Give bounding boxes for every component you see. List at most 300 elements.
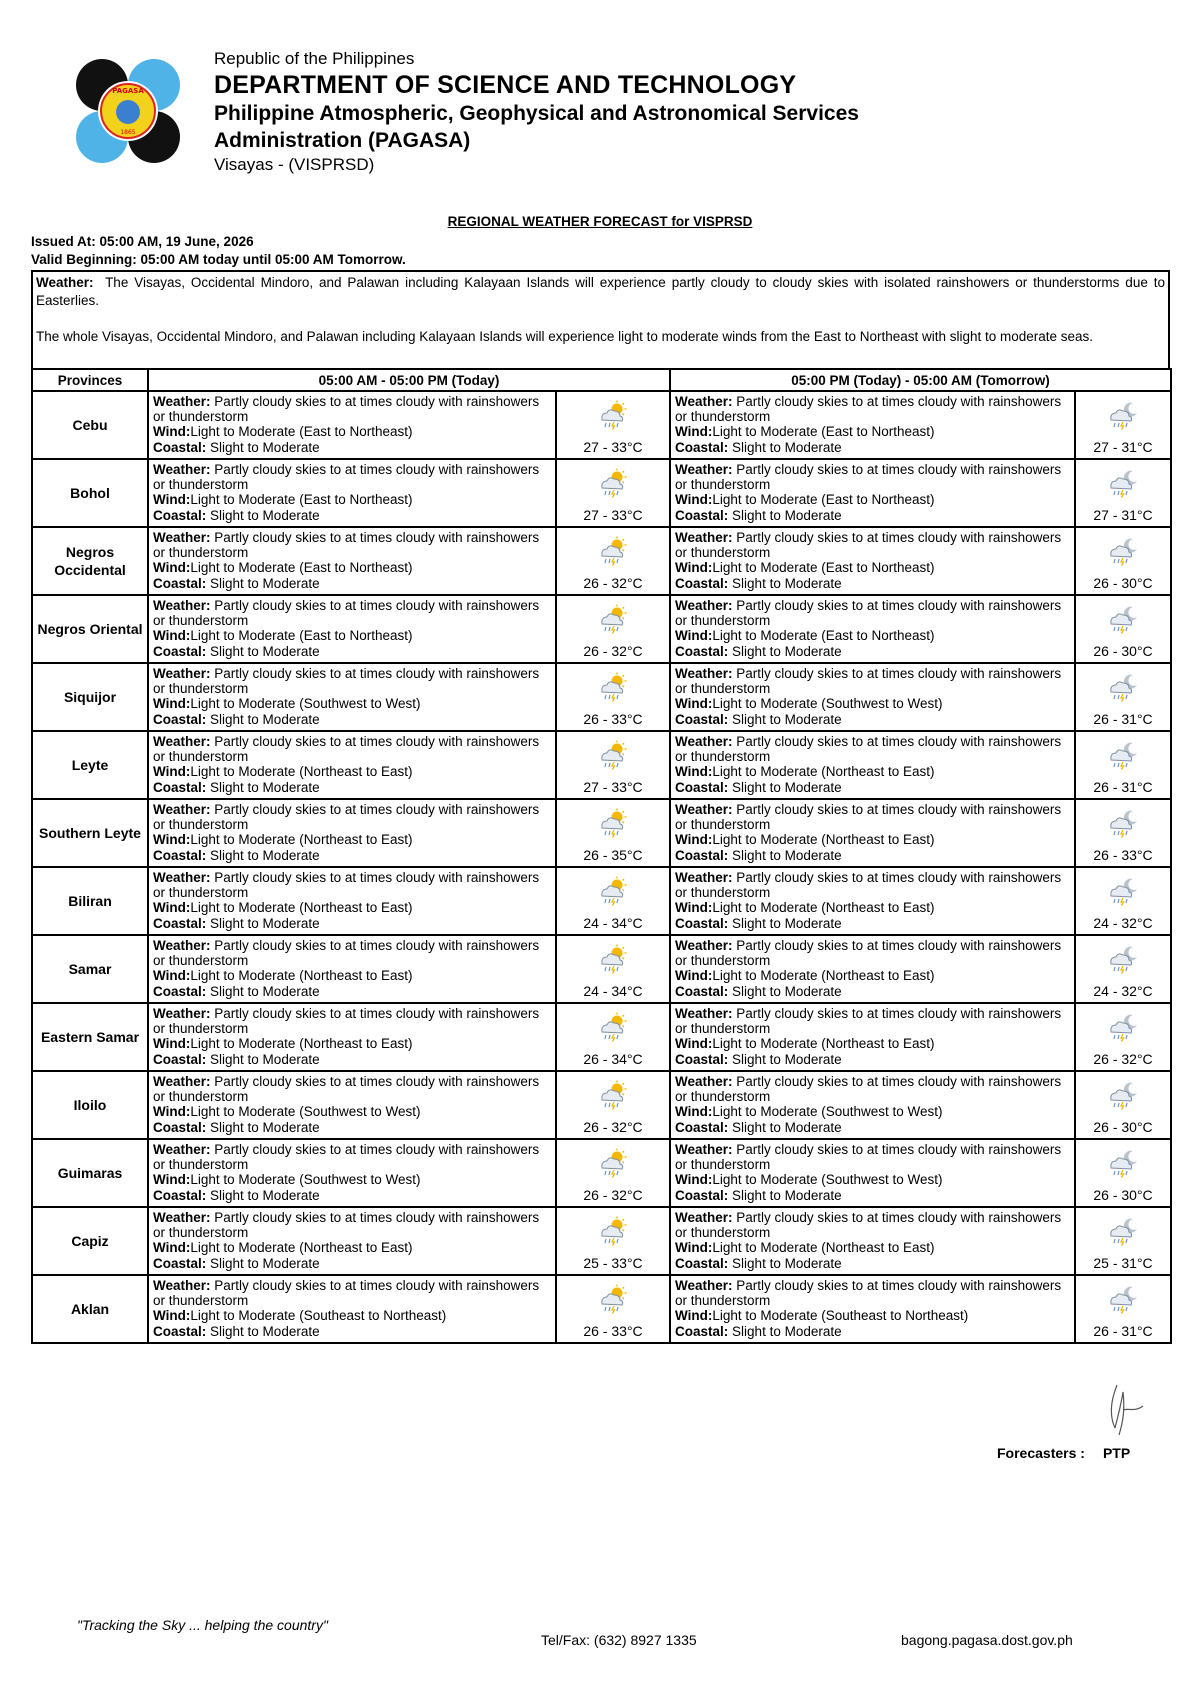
today-coastal [153,576,551,591]
wind-label: Wind: [153,424,191,440]
wind-label: Wind: [675,764,713,780]
wind-label: Wind: [675,696,713,712]
wind-text: Light to Moderate (Southwest to West) [190,1172,421,1188]
tonight-wind [675,1172,1070,1187]
wind-label: Wind: [675,628,713,644]
table-row [32,663,1171,731]
today-coastal [153,1324,551,1339]
today-temp: 26 - 32°C [583,643,643,659]
today-coastal [153,440,551,455]
today-wind [153,832,551,847]
today-coastal [153,712,551,727]
wind-label: Wind: [675,832,713,848]
coastal-text: Slight to Moderate [732,711,842,727]
today-coastal [153,780,551,795]
today-coastal [153,644,551,659]
coastal-text: Slight to Moderate [732,439,842,455]
table-row [32,731,1171,799]
tonight-coastal [675,508,1070,523]
weather-text: Partly cloudy skies to at times cloudy with rainshowers or thunderstorm [675,1210,1062,1241]
weather-text: Partly cloudy skies to at times cloudy with rainshowers or thunderstorm [153,1006,540,1037]
tonight-forecast [670,1275,1075,1343]
coastal-label: Coastal: [675,847,729,863]
summary-weather-label: Weather: [36,275,94,290]
tonight-wind [675,1036,1070,1051]
today-temp: 24 - 34°C [583,983,643,999]
today-temp-cell [556,459,670,527]
footer-website[interactable]: bagong.pagasa.dost.gov.ph [901,1632,1073,1648]
weather-text: Partly cloudy skies to at times cloudy with rainshowers or thunderstorm [675,666,1062,697]
weather-label: Weather: [675,1278,733,1293]
weather-text: Partly cloudy skies to at times cloudy with rainshowers or thunderstorm [675,1142,1062,1173]
coastal-text: Slight to Moderate [210,1323,320,1339]
coastal-label: Coastal: [675,643,729,659]
weather-label: Weather: [153,734,211,749]
weather-label: Weather: [675,802,733,817]
today-temp: 26 - 35°C [583,847,643,863]
weather-label: Weather: [153,1074,211,1089]
wind-label: Wind: [675,900,713,916]
today-temp-cell [556,595,670,663]
weather-text: Partly cloudy skies to at times cloudy with rainshowers or thunderstorm [675,462,1062,493]
tonight-temp-cell [1075,731,1171,799]
today-weather [153,666,551,696]
tonight-weather [675,1210,1070,1240]
wind-label: Wind: [153,764,191,780]
province-name: Samar [32,935,148,1003]
weather-text: Partly cloudy skies to at times cloudy with rainshowers or thunderstorm [675,938,1062,969]
today-weather [153,1210,551,1240]
today-weather [153,462,551,492]
weather-label: Weather: [153,598,211,613]
coastal-text: Slight to Moderate [210,1255,320,1271]
tonight-forecast [670,459,1075,527]
tonight-temp-cell [1075,1139,1171,1207]
coastal-label: Coastal: [675,439,729,455]
weather-text: Partly cloudy skies to at times cloudy with rainshowers or thunderstorm [153,462,540,493]
forecast-summary [31,270,1170,368]
coastal-label: Coastal: [675,915,729,931]
coastal-text: Slight to Moderate [210,847,320,863]
today-weather [153,1074,551,1104]
province-name: Bohol [32,459,148,527]
republic-line: Republic of the Philippines [214,49,415,68]
coastal-label: Coastal: [153,575,207,591]
coastal-text: Slight to Moderate [210,439,320,455]
today-temp: 27 - 33°C [583,439,643,455]
province-name: Negros Occidental [32,527,148,595]
tonight-temp: 27 - 31°C [1093,507,1153,523]
weather-label: Weather: [675,870,733,885]
today-temp: 24 - 34°C [583,915,643,931]
wind-label: Wind: [675,492,713,508]
weather-text: Partly cloudy skies to at times cloudy with rainshowers or thunderstorm [153,938,540,969]
weather-label: Weather: [153,1210,211,1225]
table-row [32,935,1171,1003]
weather-label: Weather: [153,666,211,681]
weather-text: Partly cloudy skies to at times cloudy with rainshowers or thunderstorm [675,1278,1062,1309]
coastal-text: Slight to Moderate [732,983,842,999]
wind-label: Wind: [675,1172,713,1188]
weather-label: Weather: [675,462,733,477]
today-forecast [148,1139,556,1207]
tonight-temp: 26 - 30°C [1093,1119,1153,1135]
issue-info [31,233,406,269]
today-weather [153,938,551,968]
tonight-wind [675,1308,1070,1323]
wind-label: Wind: [153,900,191,916]
tonight-coastal [675,1188,1070,1203]
wind-label: Wind: [675,424,713,440]
today-temp-cell [556,663,670,731]
today-wind [153,1036,551,1051]
tonight-coastal [675,440,1070,455]
wind-label: Wind: [675,560,713,576]
weather-text: Partly cloudy skies to at times cloudy with rainshowers or thunderstorm [153,870,540,901]
logo-text: PAGASA [112,87,144,95]
tonight-temp: 26 - 31°C [1093,779,1153,795]
coastal-text: Slight to Moderate [732,915,842,931]
table-row [32,1207,1171,1275]
today-temp-cell [556,799,670,867]
tonight-temp: 25 - 31°C [1093,1255,1153,1271]
tonight-weather [675,666,1070,696]
tonight-temp-cell [1075,935,1171,1003]
tonight-temp: 26 - 30°C [1093,575,1153,591]
tonight-forecast [670,867,1075,935]
today-wind [153,900,551,915]
tonight-temp: 27 - 31°C [1093,439,1153,455]
tonight-temp-cell [1075,1003,1171,1071]
table-row [32,799,1171,867]
wind-text: Light to Moderate (Northeast to East) [712,1240,935,1256]
today-temp: 27 - 33°C [583,779,643,795]
coastal-text: Slight to Moderate [210,1051,320,1067]
wind-text: Light to Moderate (East to Northeast) [712,628,935,644]
today-coastal [153,848,551,863]
today-wind [153,560,551,575]
tonight-coastal [675,576,1070,591]
tonight-temp-cell [1075,1275,1171,1343]
coastal-label: Coastal: [675,1323,729,1339]
tonight-weather [675,1074,1070,1104]
tonight-wind [675,1104,1070,1119]
tonight-weather [675,870,1070,900]
weather-label: Weather: [153,870,211,885]
department-name: DEPARTMENT OF SCIENCE AND TECHNOLOGY [214,71,797,99]
province-name: Southern Leyte [32,799,148,867]
tonight-coastal [675,1324,1070,1339]
weather-label: Weather: [675,666,733,681]
tonight-wind [675,628,1070,643]
footer-tagline: "Tracking the Sky ... helping the country" [77,1617,328,1633]
weather-label: Weather: [153,1142,211,1157]
tonight-coastal [675,1256,1070,1271]
coastal-label: Coastal: [153,507,207,523]
tonight-weather [675,462,1070,492]
weather-label: Weather: [675,734,733,749]
weather-text: Partly cloudy skies to at times cloudy with rainshowers or thunderstorm [675,598,1062,629]
today-coastal [153,984,551,999]
weather-text: Partly cloudy skies to at times cloudy with rainshowers or thunderstorm [153,734,540,765]
today-temp-cell [556,527,670,595]
wind-text: Light to Moderate (Northeast to East) [712,900,935,916]
tonight-temp-cell [1075,1207,1171,1275]
tonight-coastal [675,712,1070,727]
wind-text: Light to Moderate (East to Northeast) [712,560,935,576]
tonight-temp-cell [1075,595,1171,663]
wind-label: Wind: [153,492,191,508]
wind-label: Wind: [675,1104,713,1120]
today-wind [153,1104,551,1119]
coastal-text: Slight to Moderate [732,575,842,591]
weather-label: Weather: [675,938,733,953]
today-temp-cell [556,1003,670,1071]
weather-label: Weather: [153,938,211,953]
tonight-weather [675,394,1070,424]
coastal-text: Slight to Moderate [210,507,320,523]
wind-text: Light to Moderate (Southwest to West) [190,1104,421,1120]
today-coastal [153,1052,551,1067]
weather-text: Partly cloudy skies to at times cloudy with rainshowers or thunderstorm [675,734,1062,765]
today-coastal [153,1120,551,1135]
today-forecast [148,663,556,731]
today-wind [153,1308,551,1323]
coastal-label: Coastal: [675,1051,729,1067]
today-weather [153,394,551,424]
weather-text: Partly cloudy skies to at times cloudy with rainshowers or thunderstorm [153,530,540,561]
tonight-temp: 26 - 30°C [1093,643,1153,659]
today-wind [153,696,551,711]
agency-name-line1: Philippine Atmospheric, Geophysical and Astronomical Services [214,102,859,125]
tonight-forecast [670,595,1075,663]
today-temp: 25 - 33°C [583,1255,643,1271]
wind-text: Light to Moderate (Northeast to East) [712,832,935,848]
coastal-label: Coastal: [153,847,207,863]
footer-telfax: Tel/Fax: (632) 8927 1335 [541,1632,697,1648]
summary-winds: The whole Visayas, Occidental Mindoro, and Palawan including Kalayaan Islands will experience light to moderate winds from the East to Northeast with slight to moderate seas. [36,329,1094,344]
coastal-label: Coastal: [153,711,207,727]
weather-text: Partly cloudy skies to at times cloudy with rainshowers or thunderstorm [675,1006,1062,1037]
province-name: Leyte [32,731,148,799]
province-name: Negros Oriental [32,595,148,663]
tonight-wind [675,764,1070,779]
wind-text: Light to Moderate (Northeast to East) [190,900,413,916]
table-header-row [32,369,1171,391]
wind-text: Light to Moderate (Northeast to East) [190,832,413,848]
tonight-forecast [670,731,1075,799]
wind-label: Wind: [153,832,191,848]
col-today: 05:00 AM - 05:00 PM (Today) [148,369,670,391]
wind-text: Light to Moderate (Northeast to East) [712,968,935,984]
coastal-text: Slight to Moderate [732,507,842,523]
tonight-forecast [670,391,1075,459]
today-weather [153,1278,551,1308]
tonight-temp-cell [1075,867,1171,935]
coastal-label: Coastal: [675,507,729,523]
today-wind [153,628,551,643]
tonight-temp: 26 - 33°C [1093,847,1153,863]
today-forecast [148,595,556,663]
tonight-temp-cell [1075,527,1171,595]
tonight-temp: 26 - 31°C [1093,1323,1153,1339]
coastal-text: Slight to Moderate [732,847,842,863]
summary-weather-text: The Visayas, Occidental Mindoro, and Palawan including Kalayaan Islands will experience partly cloudy to cloudy skies with isolated rainshowers or thunderstorms due to Easterlies. [36,275,1165,308]
wind-text: Light to Moderate (Northeast to East) [712,764,935,780]
wind-label: Wind: [153,968,191,984]
col-tonight: 05:00 PM (Today) - 05:00 AM (Tomorrow) [670,369,1171,391]
wind-label: Wind: [675,968,713,984]
tonight-coastal [675,644,1070,659]
wind-text: Light to Moderate (Northeast to East) [190,764,413,780]
coastal-label: Coastal: [153,1119,207,1135]
today-wind [153,1172,551,1187]
tonight-forecast [670,663,1075,731]
coastal-text: Slight to Moderate [210,1187,320,1203]
tonight-forecast [670,527,1075,595]
wind-label: Wind: [153,1240,191,1256]
weather-label: Weather: [153,802,211,817]
province-name: Capiz [32,1207,148,1275]
coastal-label: Coastal: [675,1187,729,1203]
coastal-text: Slight to Moderate [210,643,320,659]
today-coastal [153,1188,551,1203]
today-wind [153,492,551,507]
wind-text: Light to Moderate (Southwest to West) [190,696,421,712]
tonight-coastal [675,984,1070,999]
coastal-label: Coastal: [153,779,207,795]
today-temp-cell [556,731,670,799]
today-forecast [148,1003,556,1071]
today-weather [153,734,551,764]
tonight-weather [675,530,1070,560]
today-temp: 26 - 34°C [583,1051,643,1067]
tonight-weather [675,734,1070,764]
today-forecast [148,527,556,595]
weather-label: Weather: [153,530,211,545]
today-weather [153,530,551,560]
forecast-title: REGIONAL WEATHER FORECAST for VISPRSD [447,214,753,229]
tonight-weather [675,598,1070,628]
today-temp: 26 - 33°C [583,711,643,727]
province-name: Biliran [32,867,148,935]
today-temp: 26 - 32°C [583,575,643,591]
coastal-label: Coastal: [153,915,207,931]
today-coastal [153,916,551,931]
tonight-forecast [670,799,1075,867]
tonight-temp-cell [1075,799,1171,867]
wind-label: Wind: [675,1308,713,1324]
tonight-temp: 26 - 30°C [1093,1187,1153,1203]
coastal-text: Slight to Moderate [210,575,320,591]
coastal-text: Slight to Moderate [210,983,320,999]
weather-label: Weather: [153,394,211,409]
col-provinces: Provinces [32,369,148,391]
today-wind [153,764,551,779]
weather-label: Weather: [675,1074,733,1089]
wind-text: Light to Moderate (Southwest to West) [712,696,943,712]
coastal-label: Coastal: [675,779,729,795]
today-forecast [148,935,556,1003]
forecasters [997,1445,1130,1461]
today-temp: 26 - 32°C [583,1187,643,1203]
coastal-text: Slight to Moderate [732,1323,842,1339]
logo-year: 1865 [120,129,136,136]
wind-label: Wind: [675,1240,713,1256]
tonight-wind [675,968,1070,983]
coastal-text: Slight to Moderate [732,1119,842,1135]
tonight-wind [675,900,1070,915]
valid-period: Valid Beginning: 05:00 AM today until 05:00 AM Tomorrow. [31,252,406,267]
coastal-text: Slight to Moderate [732,1255,842,1271]
forecast-rows [32,391,1171,1343]
province-name: Guimaras [32,1139,148,1207]
tonight-coastal [675,916,1070,931]
today-forecast [148,459,556,527]
tonight-wind [675,1240,1070,1255]
weather-label: Weather: [153,1006,211,1021]
weather-text: Partly cloudy skies to at times cloudy with rainshowers or thunderstorm [153,666,540,697]
today-temp: 26 - 32°C [583,1119,643,1135]
wind-label: Wind: [153,1036,191,1052]
wind-text: Light to Moderate (Southwest to West) [712,1172,943,1188]
weather-text: Partly cloudy skies to at times cloudy with rainshowers or thunderstorm [153,1278,540,1309]
tonight-temp-cell [1075,1071,1171,1139]
tonight-coastal [675,780,1070,795]
table-row [32,1003,1171,1071]
today-forecast [148,867,556,935]
wind-label: Wind: [153,1308,191,1324]
weather-text: Partly cloudy skies to at times cloudy with rainshowers or thunderstorm [153,802,540,833]
table-row [32,867,1171,935]
province-name: Cebu [32,391,148,459]
wind-text: Light to Moderate (East to Northeast) [190,560,413,576]
today-forecast [148,391,556,459]
issued-at: Issued At: 05:00 AM, 19 June, 2026 [31,234,254,249]
coastal-label: Coastal: [675,711,729,727]
weather-text: Partly cloudy skies to at times cloudy with rainshowers or thunderstorm [153,1142,540,1173]
tonight-forecast [670,1071,1075,1139]
tonight-temp: 24 - 32°C [1093,983,1153,999]
coastal-text: Slight to Moderate [732,1187,842,1203]
tonight-wind [675,492,1070,507]
tonight-weather [675,938,1070,968]
wind-label: Wind: [153,1104,191,1120]
wind-text: Light to Moderate (Northeast to East) [190,1240,413,1256]
tonight-forecast [670,935,1075,1003]
today-forecast [148,1207,556,1275]
coastal-text: Slight to Moderate [732,643,842,659]
province-name: Eastern Samar [32,1003,148,1071]
today-temp-cell [556,391,670,459]
coastal-text: Slight to Moderate [210,711,320,727]
today-weather [153,802,551,832]
today-forecast [148,731,556,799]
today-temp: 26 - 33°C [583,1323,643,1339]
office-name: Visayas - (VISPRSD) [214,155,375,174]
forecaster-signature [1103,1380,1148,1440]
today-weather [153,1006,551,1036]
tonight-weather [675,1142,1070,1172]
coastal-text: Slight to Moderate [732,1051,842,1067]
table-row [32,391,1171,459]
wind-text: Light to Moderate (Northeast to East) [190,1036,413,1052]
tonight-coastal [675,1052,1070,1067]
today-coastal [153,1256,551,1271]
today-temp-cell [556,1071,670,1139]
table-row [32,1139,1171,1207]
table-row [32,527,1171,595]
